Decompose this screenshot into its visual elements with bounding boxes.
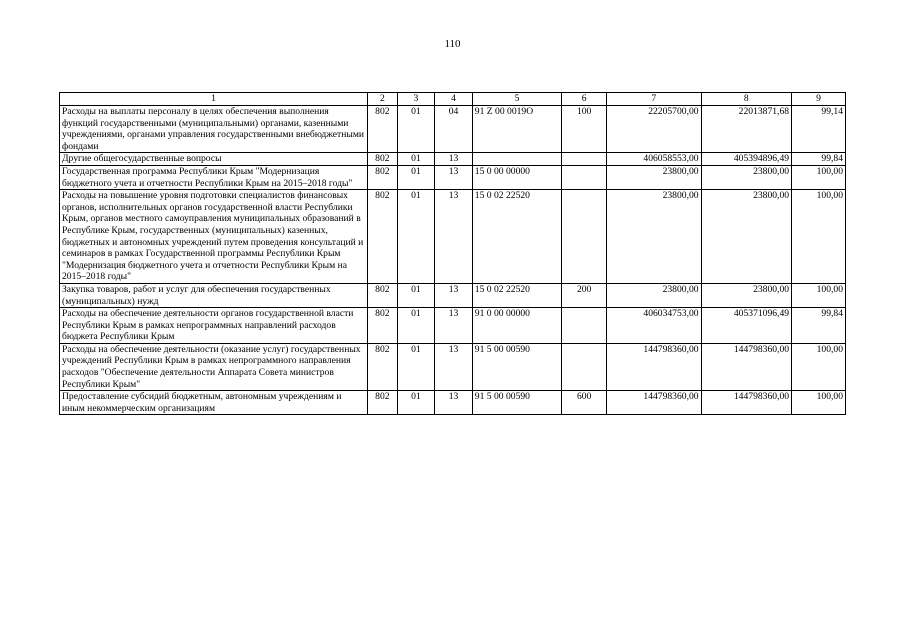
- column-header: 1: [60, 93, 368, 106]
- planned-amount: 406034753,00: [607, 308, 702, 344]
- expense-description: Предоставление субсидий бюджетным, автономным учреждениям и иным некоммерческим организациям: [60, 391, 368, 415]
- execution-percent: 100,00: [792, 190, 846, 284]
- section-code: 01: [397, 343, 435, 390]
- column-header: 3: [397, 93, 435, 106]
- planned-amount: 406058553,00: [607, 153, 702, 166]
- expense-type-code: [562, 190, 607, 284]
- target-article-code: 91 0 00 00000: [472, 308, 561, 344]
- target-article-code: 15 0 00 00000: [472, 165, 561, 189]
- ministry-code: 802: [368, 165, 397, 189]
- planned-amount: 144798360,00: [607, 343, 702, 390]
- subsection-code: 13: [435, 283, 473, 307]
- section-code: 01: [397, 106, 435, 153]
- executed-amount: 144798360,00: [701, 343, 791, 390]
- execution-percent: 99,14: [792, 106, 846, 153]
- planned-amount: 23800,00: [607, 283, 702, 307]
- expense-type-code: [562, 165, 607, 189]
- subsection-code: 13: [435, 190, 473, 284]
- expense-description: Закупка товаров, работ и услуг для обеспечения государственных (муниципальных) нужд: [60, 283, 368, 307]
- executed-amount: 405394896,49: [701, 153, 791, 166]
- planned-amount: 22205700,00: [607, 106, 702, 153]
- executed-amount: 23800,00: [701, 283, 791, 307]
- page-number: 110: [444, 38, 461, 50]
- column-header: 7: [607, 93, 702, 106]
- target-article-code: 15 0 02 22520: [472, 283, 561, 307]
- table-row: [60, 190, 846, 284]
- planned-amount: 23800,00: [607, 165, 702, 189]
- target-article-code: 15 0 02 22520: [472, 190, 561, 284]
- ministry-code: 802: [368, 106, 397, 153]
- section-code: 01: [397, 283, 435, 307]
- expense-description: Расходы на выплаты персоналу в целях обеспечения выполнения функций государственными (муниципальными) органами, казенными учреждениями, органами управления государственными внебюджетными фондами: [60, 106, 368, 153]
- table-row: [60, 283, 846, 307]
- expense-type-code: 200: [562, 283, 607, 307]
- column-header: 9: [792, 93, 846, 106]
- expense-type-code: [562, 308, 607, 344]
- execution-percent: 100,00: [792, 343, 846, 390]
- section-code: 01: [397, 190, 435, 284]
- subsection-code: 13: [435, 153, 473, 166]
- header-row: [60, 93, 846, 106]
- expense-description: Расходы на обеспечение деятельности (оказание услуг) государственных учреждений Республики Крым в рамках непрограммного направления расходов "Обеспечение деятельности Аппарата Совета министров Республики Крым": [60, 343, 368, 390]
- executed-amount: 22013871,68: [701, 106, 791, 153]
- target-article-code: [472, 153, 561, 166]
- execution-percent: 100,00: [792, 391, 846, 415]
- section-code: 01: [397, 391, 435, 415]
- table-row: [60, 165, 846, 189]
- section-code: 01: [397, 308, 435, 344]
- execution-percent: 100,00: [792, 165, 846, 189]
- subsection-code: 13: [435, 165, 473, 189]
- expense-description: Расходы на обеспечение деятельности органов государственной власти Республики Крым в рамках непрограммных направлений расходов бюджета Республики Крым: [60, 308, 368, 344]
- column-header: 6: [562, 93, 607, 106]
- table-row: [60, 106, 846, 153]
- expense-type-code: 100: [562, 106, 607, 153]
- executed-amount: 23800,00: [701, 165, 791, 189]
- executed-amount: 23800,00: [701, 190, 791, 284]
- column-header: 4: [435, 93, 473, 106]
- ministry-code: 802: [368, 343, 397, 390]
- executed-amount: 144798360,00: [701, 391, 791, 415]
- ministry-code: 802: [368, 190, 397, 284]
- section-code: 01: [397, 165, 435, 189]
- expense-description: Другие общегосударственные вопросы: [60, 153, 368, 166]
- column-header: 5: [472, 93, 561, 106]
- target-article-code: 91 5 00 00590: [472, 391, 561, 415]
- execution-percent: 100,00: [792, 283, 846, 307]
- planned-amount: 23800,00: [607, 190, 702, 284]
- ministry-code: 802: [368, 308, 397, 344]
- table-row: [60, 391, 846, 415]
- subsection-code: 13: [435, 308, 473, 344]
- column-header: 8: [701, 93, 791, 106]
- table-row: [60, 343, 846, 390]
- planned-amount: 144798360,00: [607, 391, 702, 415]
- executed-amount: 405371096,49: [701, 308, 791, 344]
- subsection-code: 04: [435, 106, 473, 153]
- table-row: [60, 153, 846, 166]
- budget-table: [59, 92, 846, 415]
- expense-type-code: [562, 343, 607, 390]
- subsection-code: 13: [435, 391, 473, 415]
- subsection-code: 13: [435, 343, 473, 390]
- execution-percent: 99,84: [792, 153, 846, 166]
- expense-description: Государственная программа Республики Крым "Модернизация бюджетного учета и отчетности Республики Крым на 2015–2018 годы": [60, 165, 368, 189]
- expense-type-code: [562, 153, 607, 166]
- table-row: [60, 308, 846, 344]
- ministry-code: 802: [368, 391, 397, 415]
- ministry-code: 802: [368, 283, 397, 307]
- ministry-code: 802: [368, 153, 397, 166]
- execution-percent: 99,84: [792, 308, 846, 344]
- column-header: 2: [368, 93, 397, 106]
- target-article-code: 91 5 00 00590: [472, 343, 561, 390]
- target-article-code: 91 Z 00 0019O: [472, 106, 561, 153]
- section-code: 01: [397, 153, 435, 166]
- expense-description: Расходы на повышение уровня подготовки специалистов финансовых органов, исполнительных органов государственной власти Республики Крым, органов местного самоуправления муниципальных образований в Республике Крым, государственных (муниципальных) казенных, бюджетных и автономных учреждений путем проведения консультаций и семинаров в рамках Государственной программы Республики Крым "Модернизация бюджетного учета и отчетности Республики Крым на 2015–2018 годы": [60, 190, 368, 284]
- expense-type-code: 600: [562, 391, 607, 415]
